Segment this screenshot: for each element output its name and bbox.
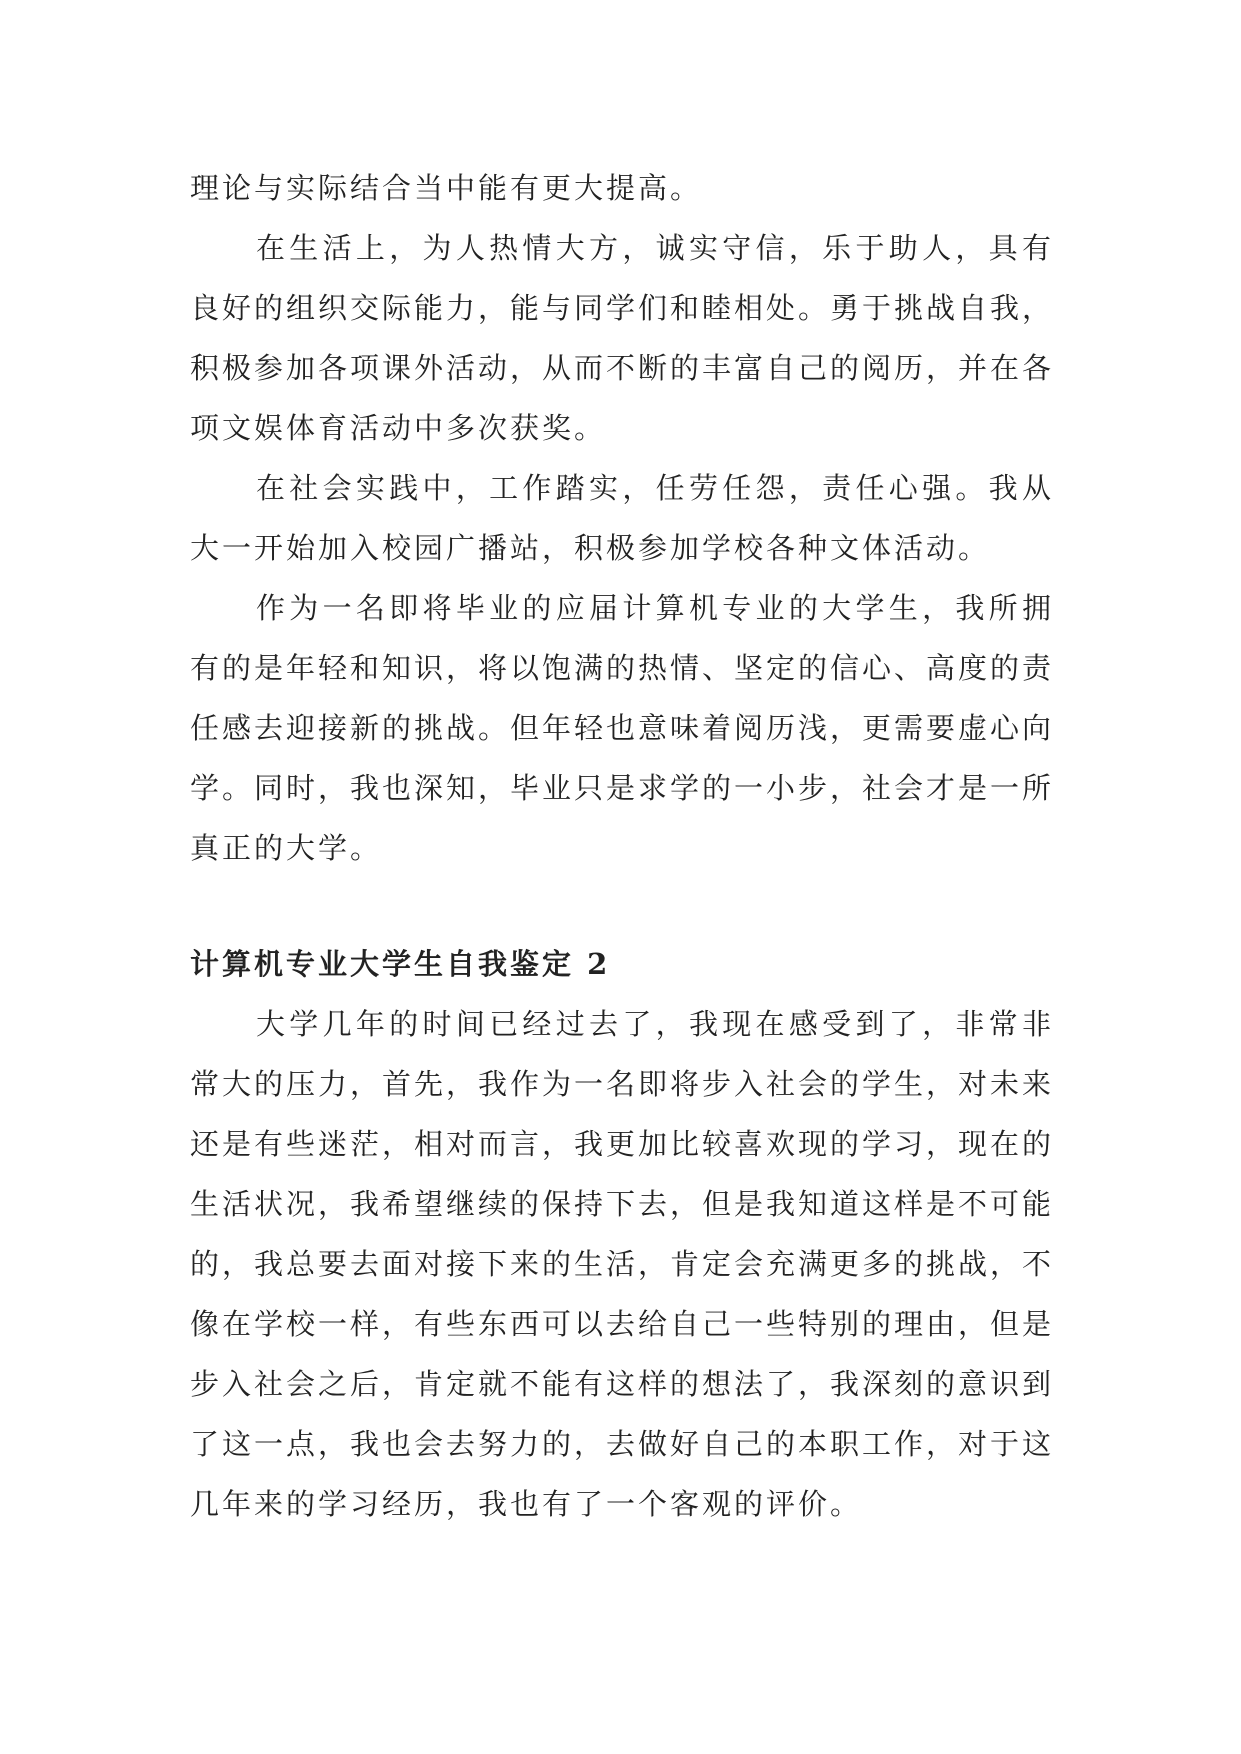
paragraph-university-years: 大学几年的时间已经过去了，我现在感受到了，非常非常大的压力，首先，我作为一名即将步入社会的学生，对未来还是有些迷茫，相对而言，我更加比较喜欢现的学习，现在的生活状况，我希望继续的保持下去，但是我知道这样是不可能的，我总要去面对接下来的生活，肯定会充满更多的挑战，不像在学校一样，有些东西可以去给自己一些特别的理由，但是步入社会之后，肯定就不能有这样的想法了，我深刻的意识到了这一点，我也会去努力的，去做好自己的本职工作，对于这几年来的学习经历，我也有了一个客观的评价。 xyxy=(190,1007,1055,1521)
paragraph-life: 在生活上，为人热情大方，诚实守信，乐于助人，具有良好的组织交际能力，能与同学们和睦相处。勇于挑战自我，积极参加各项课外活动，从而不断的丰富自己的阅历，并在各项文娱体育活动中多次获奖。 xyxy=(190,231,1055,445)
section-heading: 计算机专业大学生自我鉴定 2 xyxy=(190,947,611,981)
document-page xyxy=(190,158,1054,1534)
paragraph-graduate: 作为一名即将毕业的应届计算机专业的大学生，我所拥有的是年轻和知识，将以饱满的热情、坚定的信心、高度的责任感去迎接新的挑战。但年轻也意味着阅历浅，更需要虚心向学。同时，我也深知，毕业只是求学的一小步，社会才是一所真正的大学。 xyxy=(190,591,1055,865)
paragraph-social-practice: 在社会实践中，工作踏实，任劳任怨，责任心强。我从大一开始加入校园广播站，积极参加学校各种文体活动。 xyxy=(190,471,1054,565)
paragraph-continuation: 理论与实际结合当中能有更大提高。 xyxy=(190,171,703,205)
